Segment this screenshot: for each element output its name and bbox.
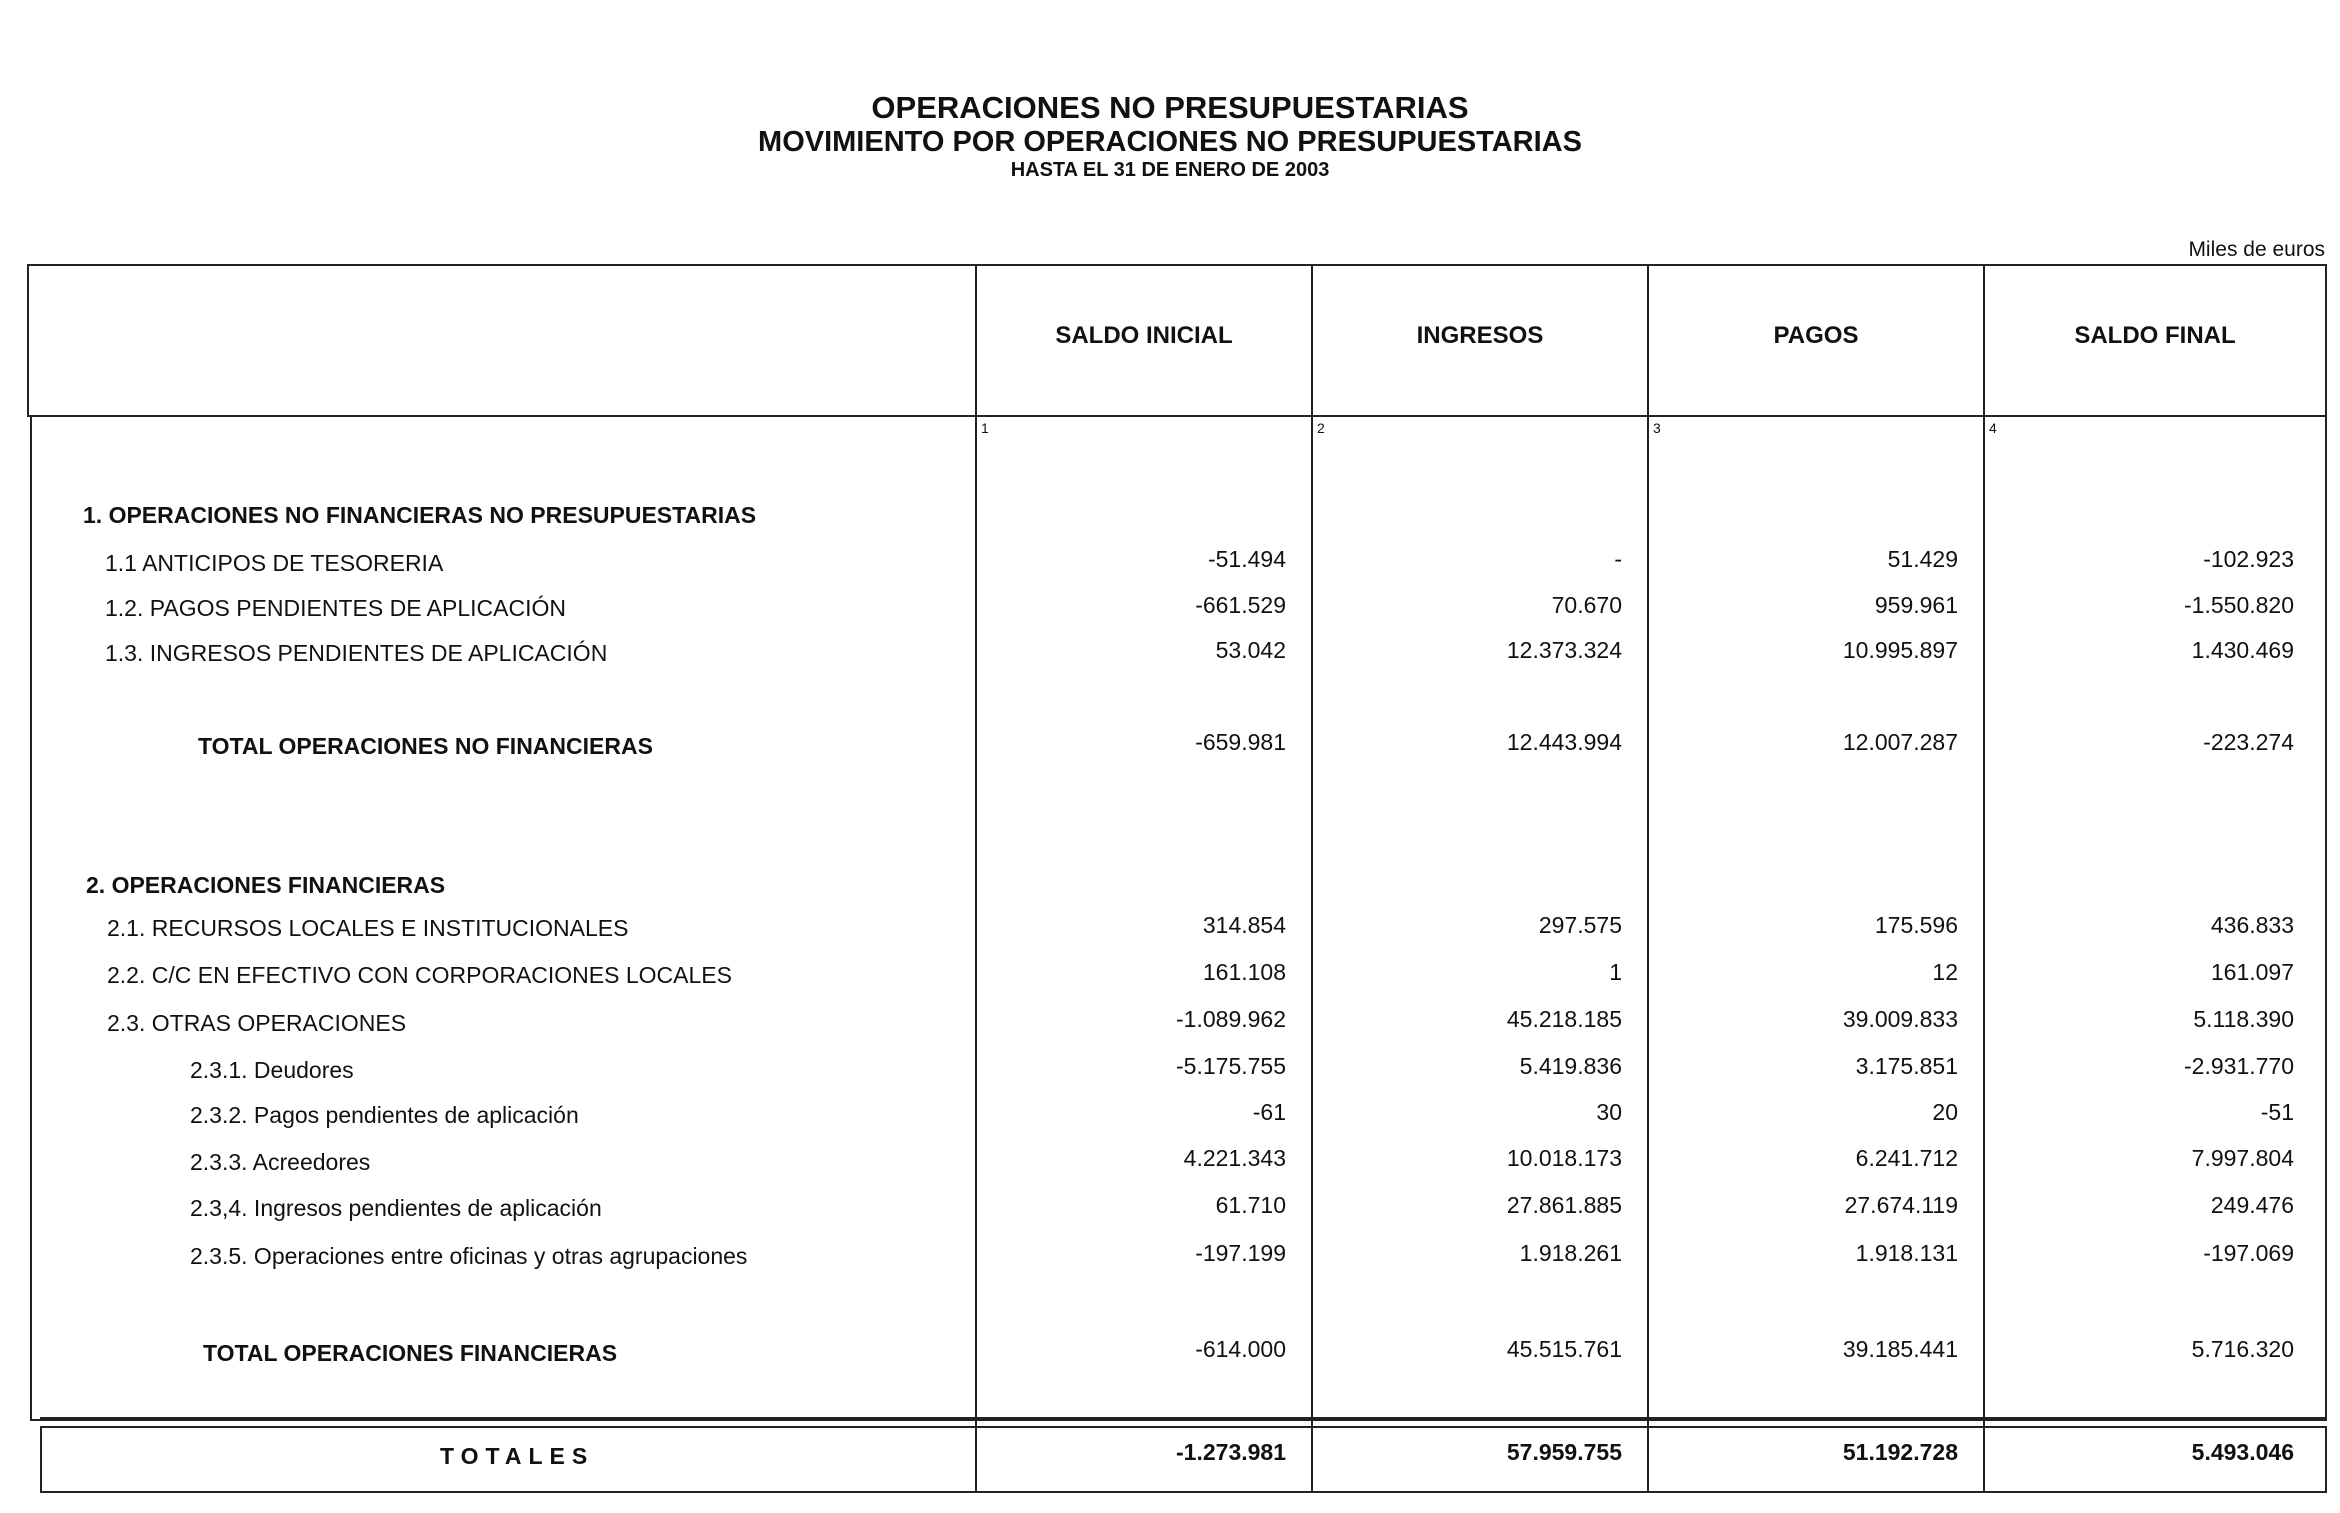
- cell-pagos: 6.241.712: [1855, 1145, 1958, 1171]
- col-header-ingresos: INGRESOS: [1416, 322, 1544, 349]
- cell-ingresos: 45.218.185: [1506, 1006, 1622, 1032]
- row-label: 2.3.1. Deudores: [190, 1057, 354, 1083]
- cell-ingresos: 1.918.261: [1519, 1240, 1622, 1266]
- cell-pagos: 12: [1932, 959, 1958, 985]
- cell-pagos: 27.674.119: [1844, 1192, 1958, 1218]
- cell-saldo-inicial: -1.089.962: [1176, 1006, 1286, 1032]
- row-label: 2.1. RECURSOS LOCALES E INSTITUCIONALES: [107, 915, 629, 941]
- col-number: 2: [1317, 420, 1325, 436]
- cell-saldo-final: 161.097: [2210, 959, 2294, 985]
- cell-saldo-inicial: -51.494: [1207, 546, 1286, 572]
- cell-saldo-inicial: -61: [1252, 1099, 1286, 1125]
- cell-ingresos: 12.443.994: [1506, 729, 1622, 755]
- col-number: 3: [1653, 420, 1661, 436]
- report-title: OPERACIONES NO PRESUPUESTARIAS: [871, 90, 1469, 125]
- cell-ingresos: 70.670: [1551, 592, 1622, 618]
- column-divider: [1311, 264, 1313, 1493]
- cell-pagos: 51.429: [1887, 546, 1958, 572]
- cell-pagos: 12.007.287: [1842, 729, 1958, 755]
- cell-ingresos: 27.861.885: [1506, 1192, 1622, 1218]
- cell-saldo-inicial: 314.854: [1202, 912, 1286, 938]
- row-label: 1.3. INGRESOS PENDIENTES DE APLICACIÓN: [105, 640, 608, 666]
- cell-ingresos: 10.018.173: [1506, 1145, 1622, 1171]
- row-label: 1.1 ANTICIPOS DE TESORERIA: [105, 550, 444, 576]
- cell-saldo-final: 1.430.469: [2191, 637, 2294, 663]
- cell-saldo-final: -2.931.770: [2184, 1053, 2294, 1079]
- cell-ingresos: 45.515.761: [1506, 1336, 1622, 1362]
- row-label: 2.3.3. Acreedores: [190, 1149, 371, 1175]
- cell-pagos: 3.175.851: [1855, 1053, 1958, 1079]
- cell-saldo-final: 5.118.390: [2193, 1006, 2294, 1032]
- report-subtitle: MOVIMIENTO POR OPERACIONES NO PRESUPUESTARIAS: [758, 126, 1582, 158]
- cell-ingresos: 30: [1596, 1099, 1622, 1125]
- column-divider: [975, 264, 977, 1493]
- cell-pagos: 39.009.833: [1842, 1006, 1958, 1032]
- total-saldo-final: 5.493.046: [2191, 1439, 2294, 1465]
- cell-saldo-inicial: -614.000: [1195, 1336, 1286, 1362]
- column-divider: [1647, 264, 1649, 1493]
- column-divider: [1983, 264, 1985, 1493]
- cell-ingresos: 297.575: [1538, 912, 1622, 938]
- row-label: 2.3,4. Ingresos pendientes de aplicación: [190, 1195, 602, 1221]
- total-ingresos: 57.959.755: [1506, 1439, 1622, 1465]
- section-heading: 1. OPERACIONES NO FINANCIERAS NO PRESUPUESTARIAS: [83, 502, 757, 528]
- cell-saldo-final: 249.476: [2210, 1192, 2294, 1218]
- cell-saldo-final: -223.274: [2203, 729, 2294, 755]
- cell-saldo-inicial: 161.108: [1202, 959, 1286, 985]
- cell-saldo-final: 5.716.320: [2191, 1336, 2294, 1362]
- cell-pagos: 959.961: [1874, 592, 1958, 618]
- total-pagos: 51.192.728: [1842, 1439, 1958, 1465]
- cell-saldo-final: -1.550.820: [2184, 592, 2294, 618]
- cell-saldo-final: -102.923: [2203, 546, 2294, 572]
- col-number: 1: [981, 420, 989, 436]
- subtotal-label: TOTAL OPERACIONES NO FINANCIERAS: [198, 733, 653, 759]
- cell-saldo-inicial: 61.710: [1215, 1192, 1286, 1218]
- row-label: 1.2. PAGOS PENDIENTES DE APLICACIÓN: [105, 595, 566, 621]
- cell-ingresos: -: [1614, 546, 1622, 572]
- cell-pagos: 10.995.897: [1842, 637, 1958, 663]
- col-header-saldo-final: SALDO FINAL: [2074, 322, 2236, 349]
- cell-ingresos: 1: [1609, 959, 1622, 985]
- subtotal-label: TOTAL OPERACIONES FINANCIERAS: [203, 1340, 618, 1366]
- row-label: 2.2. C/C EN EFECTIVO CON CORPORACIONES LOCALES: [107, 962, 732, 988]
- total-saldo-inicial: -1.273.981: [1176, 1439, 1286, 1465]
- cell-pagos: 1.918.131: [1855, 1240, 1958, 1266]
- cell-pagos: 39.185.441: [1842, 1336, 1958, 1362]
- row-label: 2.3.5. Operaciones entre oficinas y otras agrupaciones: [190, 1243, 748, 1269]
- units-label: Miles de euros: [2188, 238, 2325, 261]
- section-heading: 2. OPERACIONES FINANCIERAS: [86, 872, 446, 898]
- cell-saldo-inicial: -659.981: [1195, 729, 1286, 755]
- cell-saldo-final: -51: [2260, 1099, 2294, 1125]
- cell-saldo-inicial: 53.042: [1215, 637, 1286, 663]
- cell-ingresos: 12.373.324: [1506, 637, 1622, 663]
- cell-pagos: 20: [1932, 1099, 1958, 1125]
- col-header-pagos: PAGOS: [1773, 322, 1859, 349]
- cell-saldo-inicial: -197.199: [1195, 1240, 1286, 1266]
- cell-ingresos: 5.419.836: [1519, 1053, 1622, 1079]
- cell-saldo-final: 7.997.804: [2191, 1145, 2294, 1171]
- cell-saldo-inicial: 4.221.343: [1183, 1145, 1286, 1171]
- cell-pagos: 175.596: [1874, 912, 1958, 938]
- report-period: HASTA EL 31 DE ENERO DE 2003: [1010, 159, 1330, 181]
- row-label: 2.3.2. Pagos pendientes de aplicación: [190, 1102, 579, 1128]
- row-label: 2.3. OTRAS OPERACIONES: [107, 1010, 407, 1036]
- col-number: 4: [1989, 420, 1997, 436]
- cell-saldo-final: 436.833: [2210, 912, 2294, 938]
- cell-saldo-inicial: -661.529: [1195, 592, 1286, 618]
- totals-label: TOTALES: [440, 1443, 595, 1469]
- col-header-saldo-inicial: SALDO INICIAL: [1055, 322, 1233, 349]
- cell-saldo-final: -197.069: [2203, 1240, 2294, 1266]
- cell-saldo-inicial: -5.175.755: [1176, 1053, 1286, 1079]
